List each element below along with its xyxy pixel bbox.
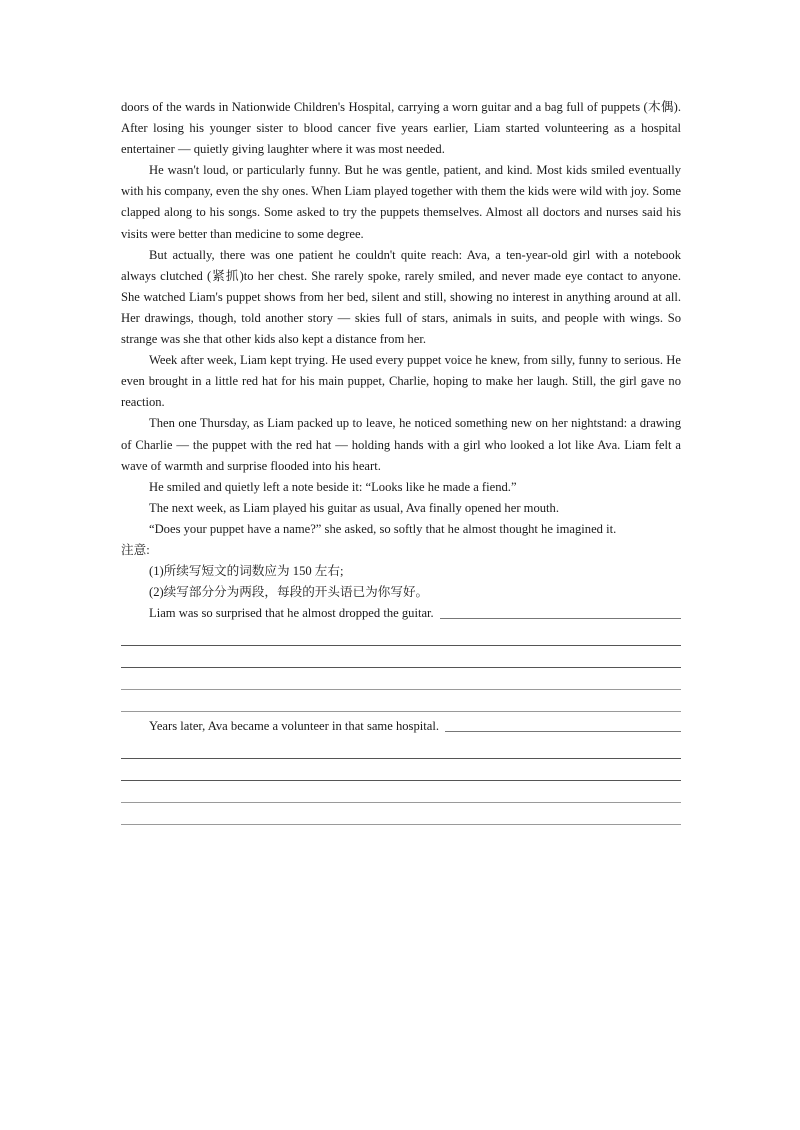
continuation-paragraph-2 <box>121 716 681 825</box>
story-passage <box>121 97 681 540</box>
note-item: (1)所续写短文的词数应为 150 左右; <box>149 564 344 579</box>
answer-line[interactable] <box>121 803 681 825</box>
continuation-opening-1: Liam was so surprised that he almost dropped the guitar. <box>149 606 434 621</box>
instructions-notes <box>121 540 681 603</box>
passage-paragraph: He wasn't loud, or particularly funny. But he was gentle, patient, and kind. Most kids smiled eventually with his company, even the shy ones. When Liam played together with them the kids were wild with joy. Some clapped along to his songs. Some asked to try the puppets themselves. Almost all doctors and nurses said his visits were better than medicine to some degree. <box>121 163 681 241</box>
passage-paragraph: doors of the wards in Nationwide Children's Hospital, carrying a worn guitar and a bag full of puppets (木偶). After losing his younger sister to blood cancer five years earlier, Liam started volunteering as a hospital entertainer — quietly giving laughter where it was most needed. <box>121 100 681 157</box>
answer-line[interactable] <box>121 781 681 803</box>
answer-line[interactable] <box>121 624 681 646</box>
answer-line[interactable] <box>121 759 681 781</box>
answer-line[interactable] <box>121 737 681 759</box>
continuation-opening-2: Years later, Ava became a volunteer in that same hospital. <box>149 719 439 734</box>
answer-line[interactable] <box>440 618 681 619</box>
passage-paragraph: He smiled and quietly left a note beside it: “Looks like he made a fiend.” <box>149 479 517 494</box>
passage-paragraph: The next week, as Liam played his guitar as usual, Ava finally opened her mouth. <box>149 500 559 515</box>
answer-line[interactable] <box>121 646 681 668</box>
answer-line[interactable] <box>445 731 681 732</box>
answer-line[interactable] <box>121 690 681 712</box>
continuation-paragraph-1 <box>121 603 681 712</box>
notes-title: 注意: <box>121 542 150 557</box>
passage-paragraph: But actually, there was one patient he couldn't quite reach: Ava, a ten-year-old girl with a notebook always clutched (紧抓)to her chest. She rarely spoke, rarely smiled, and never made eye contact to anyone. She watched Liam's puppet shows from her bed, silent and still, showing no interest in anything around at all. Her drawings, though, told another story — skies full of stars, animals in suits, and people with wings. So strange was she that other kids also kept a distance from her. <box>121 247 681 347</box>
passage-paragraph: Week after week, Liam kept trying. He used every puppet voice he knew, from silly, funny to serious. He even brought in a little red hat for his main puppet, Charlie, hoping to make her laugh. Still, the girl gave no reaction. <box>121 353 681 410</box>
answer-line[interactable] <box>121 668 681 690</box>
worksheet-content <box>121 97 681 825</box>
passage-paragraph: Then one Thursday, as Liam packed up to leave, he noticed something new on her nightstand: a drawing of Charlie — the puppet with the red hat — holding hands with a girl who looked a lot like Ava. Liam felt a wave of warmth and surprise flooded into his heart. <box>121 416 681 473</box>
note-item: (2)续写部分分为两段，每段的开头语已为你写好。 <box>149 585 429 600</box>
passage-paragraph: “Does your puppet have a name?” she asked, so softly that he almost thought he imagined it. <box>149 521 617 536</box>
